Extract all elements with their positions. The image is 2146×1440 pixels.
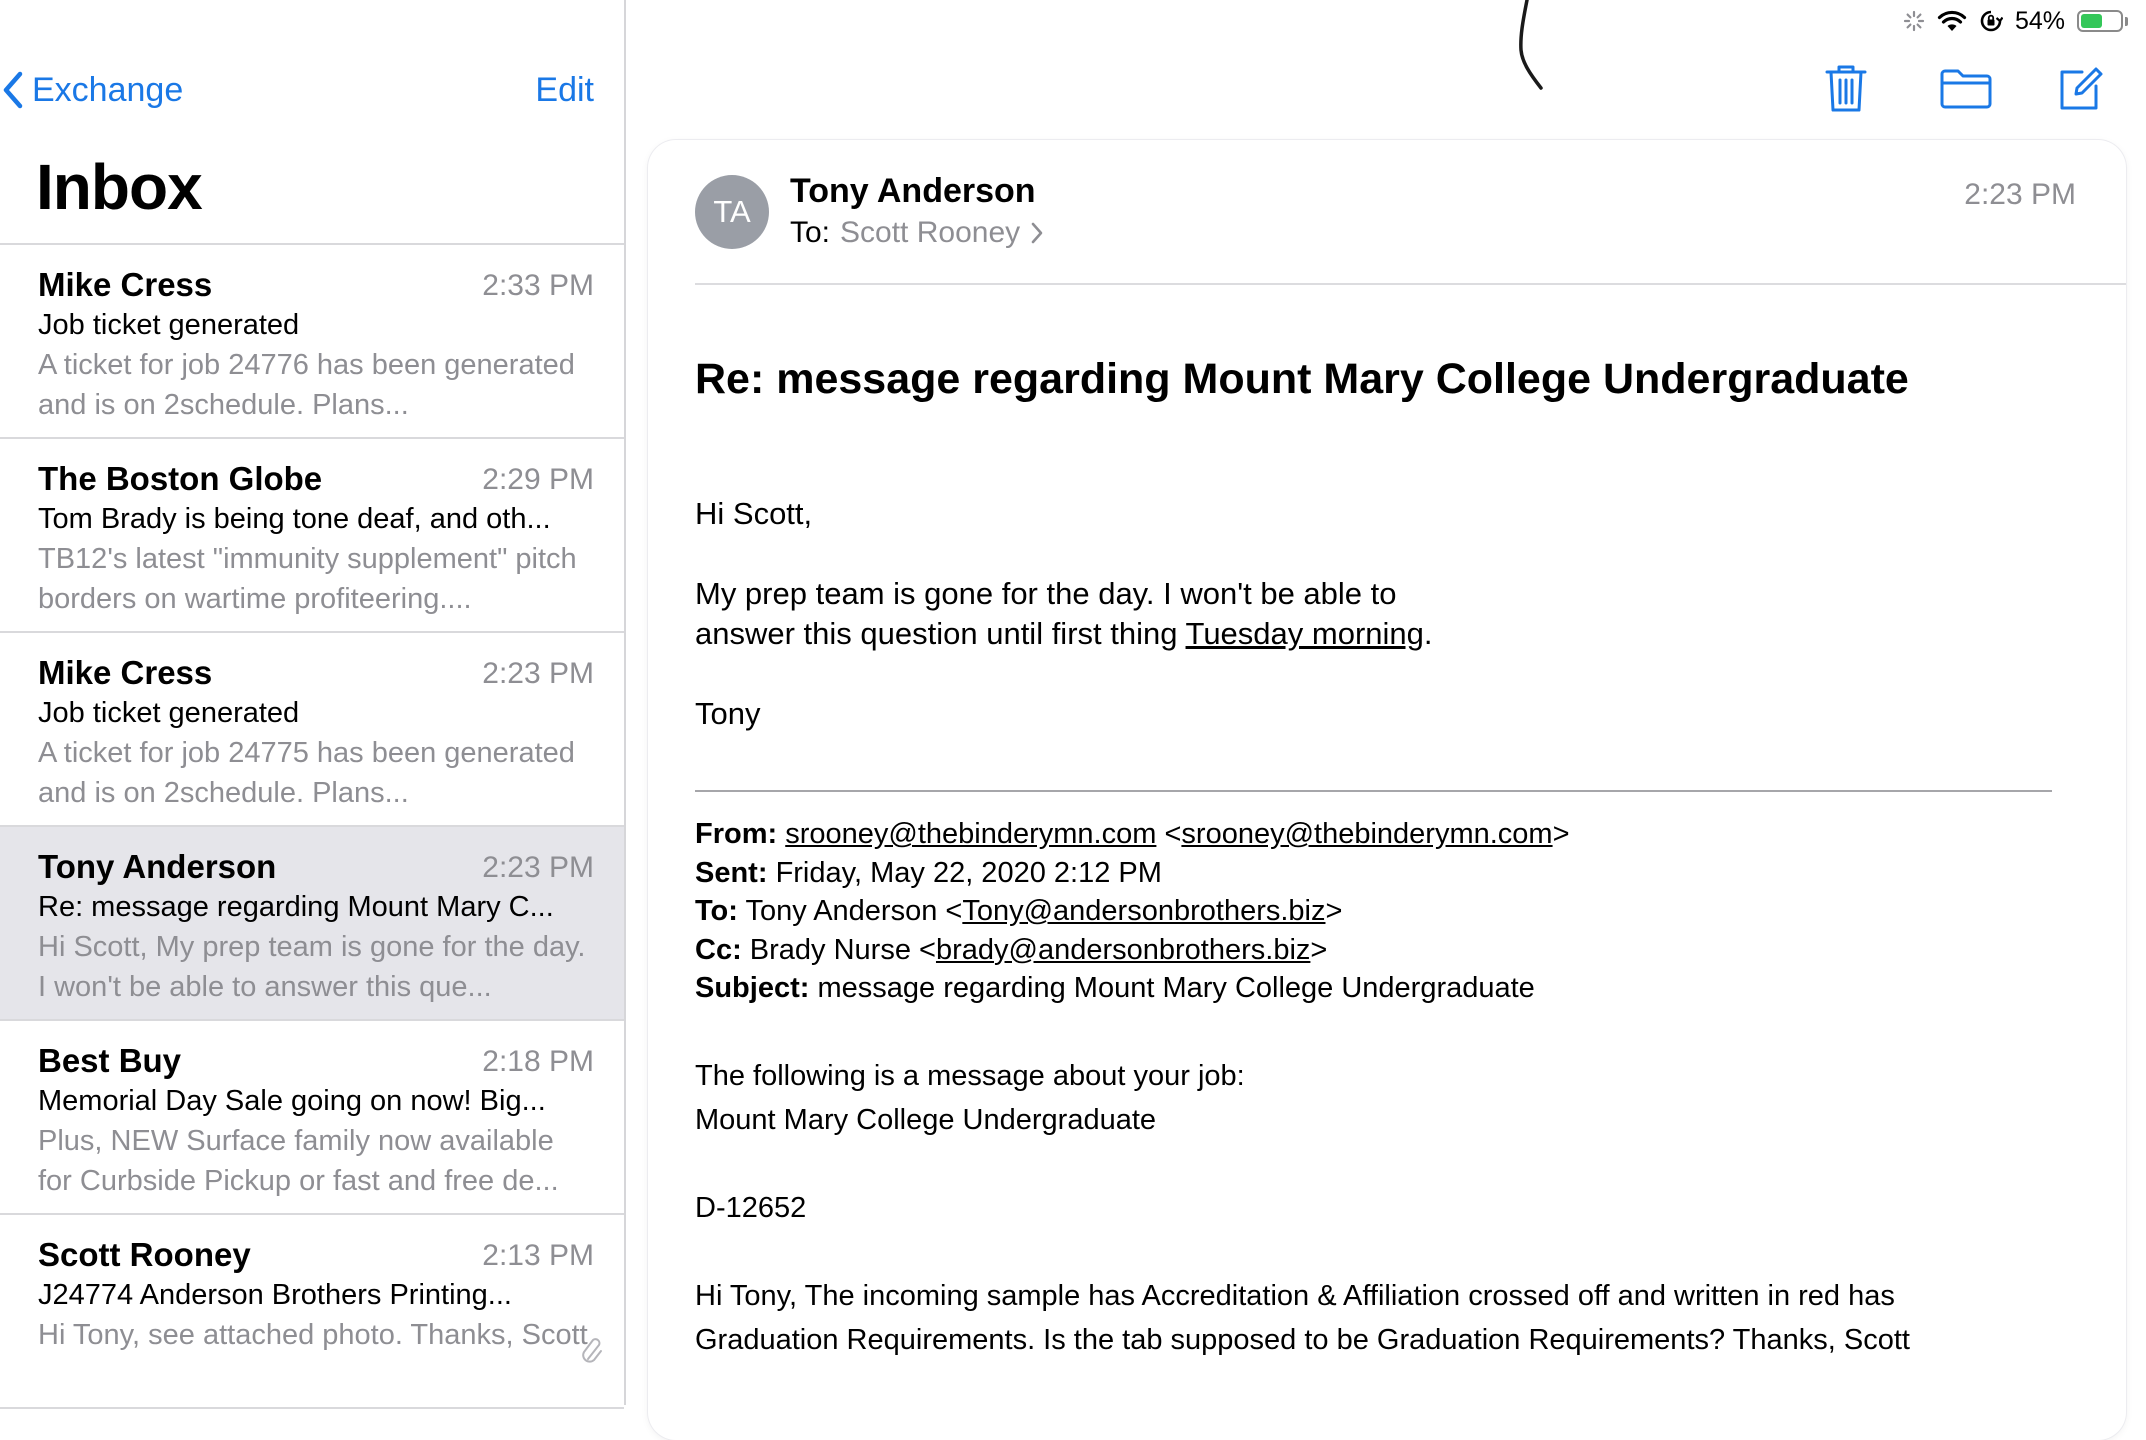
battery-percent: 54% <box>2014 6 2065 35</box>
move-to-folder-button[interactable] <box>1934 60 1998 116</box>
wifi-icon <box>1937 9 1967 33</box>
compose-icon <box>2056 64 2104 112</box>
edit-button[interactable]: Edit <box>535 70 594 109</box>
message-subject: Job ticket generated <box>38 697 300 729</box>
message-list-item[interactable] <box>0 439 624 633</box>
battery-level-fill <box>2081 14 2102 28</box>
message-sender: Scott Rooney <box>38 1236 251 1273</box>
message-sender: Best Buy <box>38 1042 182 1079</box>
quoted-sent-row <box>695 854 1570 893</box>
to-name: Tony Anderson <box>745 895 938 927</box>
sent-value: Friday, May 22, 2020 2:12 PM <box>775 856 1162 889</box>
message-time: 2:23 PM <box>482 851 594 884</box>
quote-divider <box>695 790 2052 792</box>
cc-name: Brady Nurse <box>749 933 911 966</box>
message-time: 2:13 PM <box>482 1239 594 1272</box>
trash-button[interactable] <box>1818 60 1874 116</box>
body-paragraph-line <box>695 614 1433 654</box>
recipient-name: Scott Rooney <box>840 216 1021 249</box>
message-list-item[interactable] <box>0 1215 624 1409</box>
body-text: answer this question until first thing <box>695 616 1186 651</box>
message-preview: Hi Tony, see attached photo. Thanks, Scott <box>38 1319 588 1351</box>
message-subject: Memorial Day Sale going on now! Big... <box>38 1085 546 1117</box>
chevron-left-icon <box>2 71 24 109</box>
sender-name[interactable]: Tony Anderson <box>790 172 1036 210</box>
message-time: 2:29 PM <box>482 463 594 496</box>
pencil-stroke-drawing <box>1510 0 1570 95</box>
message-preview: TB12's latest "immunity supplement" pitch borders on wartime profiteering.... <box>38 543 577 615</box>
message-list-item[interactable] <box>0 1021 624 1215</box>
to-label: To: <box>790 216 831 249</box>
body-text: . <box>1423 616 1433 651</box>
status-bar-right <box>1903 2 2128 40</box>
message-subject: Tom Brady is being tone deaf, and oth... <box>38 503 551 535</box>
quoted-header <box>695 815 1570 1008</box>
chevron-right-icon <box>1030 221 1044 245</box>
attachment-paperclip-icon <box>580 1335 606 1372</box>
message-time: 2:18 PM <box>482 1045 594 1078</box>
battery-icon <box>2077 10 2128 32</box>
recipient-name-button[interactable] <box>840 216 1044 250</box>
body-signoff: Tony <box>695 696 761 731</box>
message-time: 2:33 PM <box>482 269 594 302</box>
message-time: 2:23 PM <box>482 657 594 690</box>
activity-spinner-icon <box>1903 10 1925 32</box>
message-subject-heading: Re: message regarding Mount Mary College Undergraduate <box>695 355 1909 403</box>
header-divider <box>695 283 2126 285</box>
orientation-lock-icon <box>1979 9 2003 33</box>
message-sender: Mike Cress <box>38 266 213 303</box>
quoted-job-name: Mount Mary College Undergraduate <box>695 1104 1157 1136</box>
message-sender: The Boston Globe <box>38 460 323 497</box>
sent-label: Sent: <box>695 856 768 889</box>
to-email-link[interactable]: Tony@andersonbrothers.biz <box>962 895 1326 927</box>
mailbox-pane <box>0 0 626 1405</box>
avatar[interactable]: TA <box>695 175 769 249</box>
message-preview: A ticket for job 24776 has been generated and is on 2schedule. Plans... <box>38 349 575 421</box>
message-preview: Hi Scott, My prep team is gone for the day. I won't be able to answer this que... <box>38 931 586 1003</box>
from-label: From: <box>695 818 778 850</box>
quoted-to-row: To: Tony Anderson <Tony@andersonbrothers.biz> <box>695 895 1343 927</box>
message-subject: Job ticket generated <box>38 309 300 341</box>
subject-value: message regarding Mount Mary College Undergraduate <box>817 972 1535 1004</box>
message-sender: Mike Cress <box>38 654 213 691</box>
body-paragraph-line: My prep team is gone for the day. I won't be able to <box>695 576 1397 611</box>
message-preview: Plus, NEW Surface family now available for Curbside Pickup or fast and free de... <box>38 1125 559 1197</box>
body-greeting: Hi Scott, <box>695 496 813 531</box>
subject-label: Subject: <box>695 972 810 1004</box>
message-subject: J24774 Anderson Brothers Printing... <box>38 1279 512 1311</box>
from-email-link[interactable]: srooney@thebinderymn.com <box>1181 818 1553 850</box>
message-time: 2:23 PM <box>1964 178 2076 211</box>
page-title: Inbox <box>36 151 202 223</box>
from-email-link[interactable]: srooney@thebinderymn.com <box>785 818 1157 850</box>
trash-icon <box>1823 62 1869 114</box>
message-list-item[interactable] <box>0 245 624 439</box>
back-to-exchange-button[interactable] <box>2 66 183 114</box>
compose-button[interactable] <box>2052 60 2108 116</box>
message-preview: A ticket for job 24775 has been generated and is on 2schedule. Plans... <box>38 737 575 809</box>
folder-icon <box>1939 66 1993 110</box>
quoted-cc-row: Cc: Brady Nurse <brady@andersonbrothers.biz> <box>695 933 1328 966</box>
recipient-line <box>790 216 1044 250</box>
quoted-job-id: D-12652 <box>695 1192 807 1224</box>
message-list-item[interactable] <box>0 633 624 827</box>
cc-label: Cc: <box>695 933 742 966</box>
message-list-item-selected[interactable] <box>0 827 624 1021</box>
date-detector-link[interactable]: Tuesday morning <box>1185 616 1424 651</box>
quoted-from-row: From: srooney@thebinderymn.com <srooney@thebinderymn.com> <box>695 818 1570 850</box>
quoted-intro: The following is a message about your job: <box>695 1060 1245 1092</box>
quoted-subject-row <box>695 969 1570 1008</box>
back-label: Exchange <box>32 70 184 109</box>
to-label: To: <box>695 895 738 927</box>
quoted-body-line: Hi Tony, The incoming sample has Accreditation & Affiliation crossed off and written in red has <box>695 1280 1895 1312</box>
message-subject: Re: message regarding Mount Mary C... <box>38 891 554 923</box>
message-list <box>0 243 624 1409</box>
quoted-body-line: Graduation Requirements. Is the tab supposed to be Graduation Requirements? Thanks, Scott <box>695 1324 1910 1356</box>
message-sender: Tony Anderson <box>38 848 277 885</box>
cc-email-link[interactable]: brady@andersonbrothers.biz <box>935 933 1311 966</box>
